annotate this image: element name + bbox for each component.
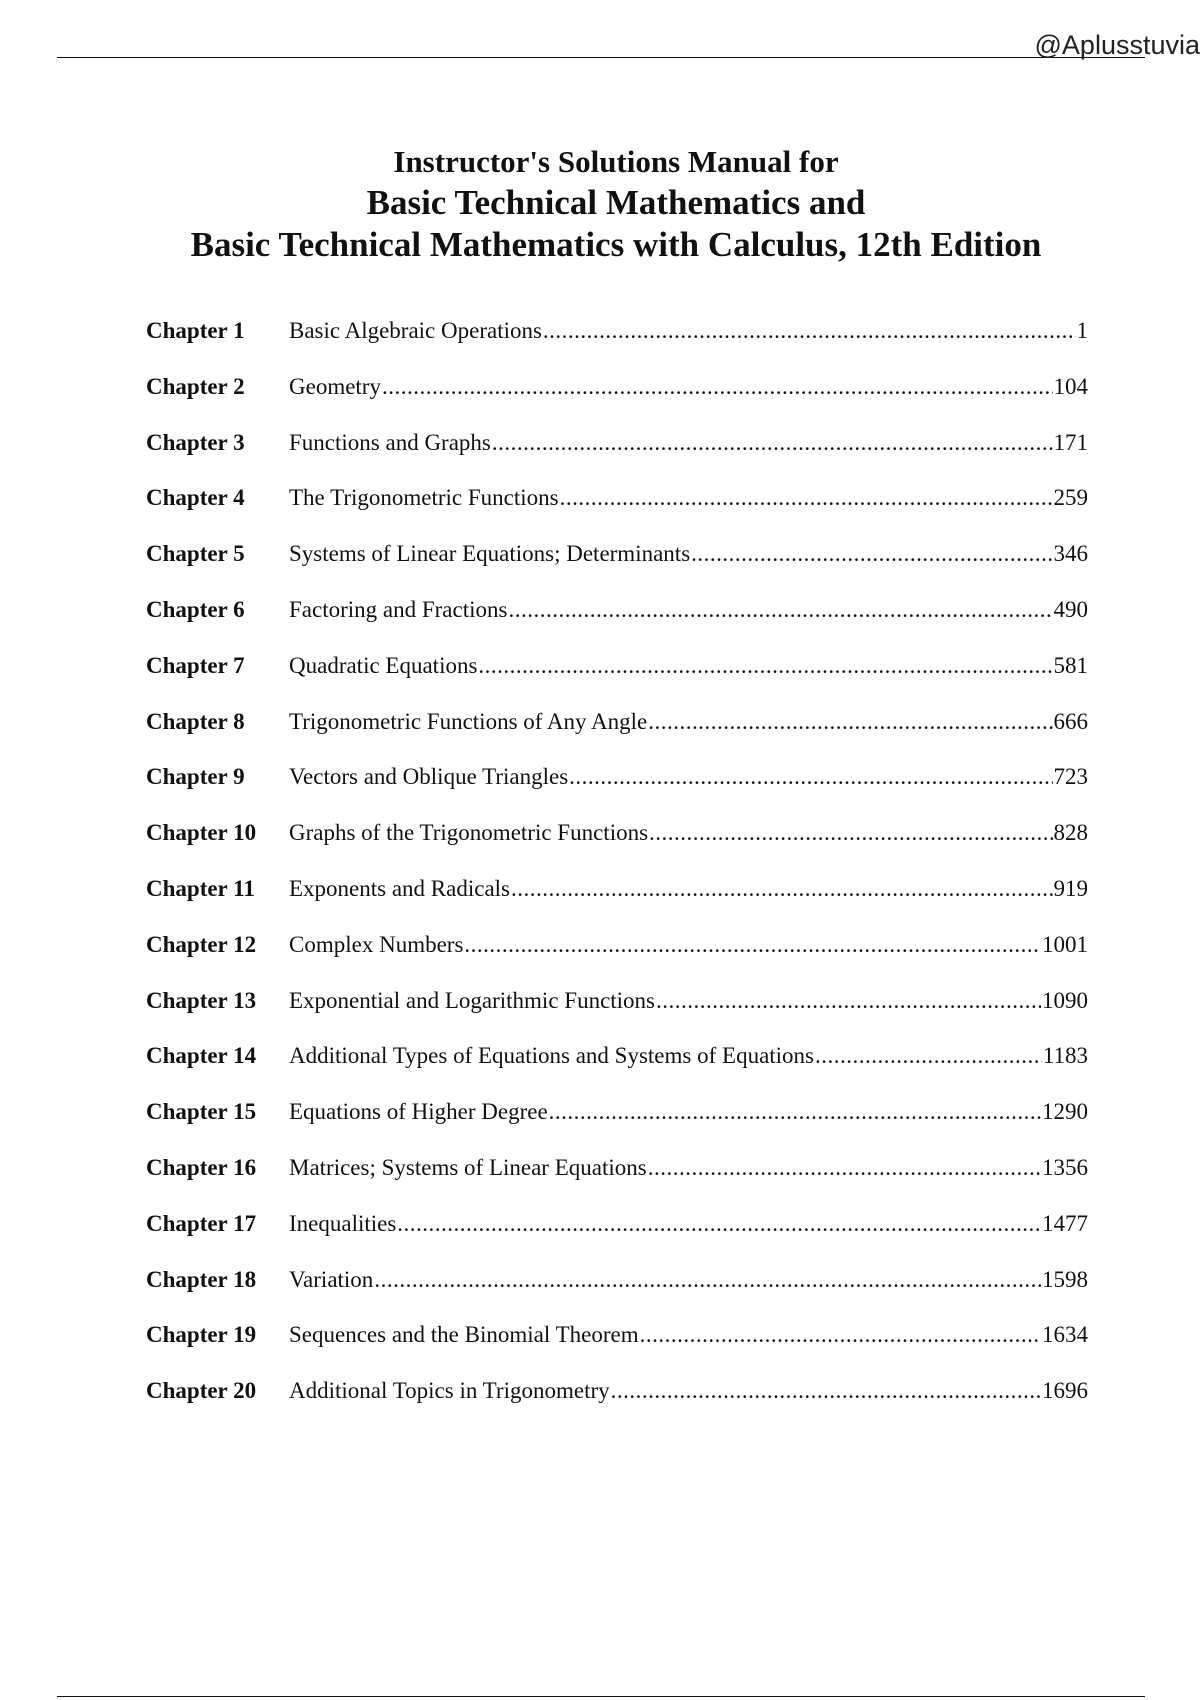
chapter-label: Chapter 7 (146, 652, 245, 678)
toc-entry[interactable] (146, 541, 1088, 597)
dot-leader (648, 1155, 1041, 1181)
page-number: 1290 (1042, 1099, 1088, 1125)
toc-entry[interactable] (146, 318, 1088, 374)
dot-leader (649, 820, 1052, 846)
toc-entry[interactable] (146, 988, 1088, 1044)
dot-leader (640, 1322, 1041, 1348)
dot-leader (382, 374, 1053, 400)
chapter-title: Trigonometric Functions of Any Angle (289, 708, 648, 734)
chapter-label: Chapter 5 (146, 541, 245, 567)
chapter-label: Chapter 1 (146, 318, 245, 343)
chapter-label: Chapter 14 (146, 1043, 257, 1069)
page-number: 666 (1053, 708, 1088, 734)
page-number: 1 (1076, 318, 1088, 343)
dot-leader (374, 1267, 1041, 1293)
toc-entry[interactable] (146, 374, 1088, 430)
chapter-title: Matrices; Systems of Linear Equations (289, 1154, 647, 1180)
chapter-title: The Trigonometric Functions (289, 485, 559, 511)
chapter-title: Factoring and Fractions (289, 596, 508, 622)
dot-leader (508, 597, 1052, 623)
dot-leader (549, 1099, 1041, 1125)
dot-leader (560, 485, 1053, 511)
page-number: 104 (1053, 373, 1088, 399)
page-number: 581 (1053, 652, 1088, 678)
chapter-label: Chapter 18 (146, 1266, 257, 1292)
title-line-2: Basic Technical Mathematics and (366, 183, 866, 222)
dot-leader (511, 876, 1052, 902)
chapter-label: Chapter 6 (146, 596, 245, 622)
chapter-label: Chapter 3 (146, 429, 245, 455)
chapter-title: Vectors and Oblique Triangles (289, 764, 569, 790)
title-line-1: Instructor's Solutions Manual for (393, 144, 839, 179)
chapter-title: Additional Types of Equations and Systems of Equations (289, 1043, 815, 1069)
dot-leader (648, 709, 1052, 735)
chapter-label: Chapter 12 (146, 931, 257, 957)
toc-entry[interactable] (146, 932, 1088, 988)
page-number: 1183 (1042, 1043, 1088, 1069)
chapter-title: Quadratic Equations (289, 652, 478, 678)
toc-entry[interactable] (146, 430, 1088, 486)
chapter-label: Chapter 19 (146, 1322, 257, 1348)
chapter-title: Geometry (289, 373, 381, 399)
page-number: 259 (1053, 485, 1088, 511)
chapter-title: Variation (289, 1266, 374, 1292)
dot-leader (464, 932, 1041, 958)
toc-entry[interactable] (146, 1322, 1088, 1378)
page-number: 1001 (1042, 931, 1088, 957)
dot-leader (656, 988, 1041, 1014)
toc-entry[interactable] (146, 653, 1088, 709)
chapter-title: Graphs of the Trigonometric Functions (289, 820, 649, 846)
chapter-label: Chapter 2 (146, 373, 245, 399)
toc-entry[interactable] (146, 1378, 1088, 1434)
dot-leader (691, 541, 1052, 567)
chapter-title: Functions and Graphs (289, 429, 491, 455)
watermark: @Aplusstuvia (1034, 30, 1200, 60)
page-number: 346 (1053, 541, 1088, 567)
chapter-title: Additional Topics in Trigonometry (289, 1378, 610, 1404)
page-number: 1356 (1042, 1154, 1088, 1180)
dot-leader (397, 1211, 1041, 1237)
dot-leader (569, 764, 1052, 790)
toc-entry[interactable] (146, 1211, 1088, 1267)
page-number: 1477 (1042, 1210, 1088, 1236)
page-number: 171 (1053, 429, 1088, 455)
dot-leader (611, 1378, 1041, 1404)
toc-entry[interactable] (146, 1043, 1088, 1099)
chapter-title: Basic Algebraic Operations (289, 318, 542, 343)
table-of-contents (146, 318, 1088, 1434)
page-number: 490 (1053, 596, 1088, 622)
chapter-label: Chapter 11 (146, 875, 255, 901)
chapter-title: Sequences and the Binomial Theorem (289, 1322, 639, 1348)
chapter-label: Chapter 16 (146, 1154, 257, 1180)
toc-entry[interactable] (146, 1155, 1088, 1211)
page-number: 828 (1053, 820, 1088, 846)
page-number: 1090 (1042, 987, 1088, 1013)
toc-entry[interactable] (146, 597, 1088, 653)
page-number: 1598 (1042, 1266, 1088, 1292)
chapter-title: Exponents and Radicals (289, 875, 511, 901)
toc-entry[interactable] (146, 764, 1088, 820)
chapter-title: Equations of Higher Degree (289, 1099, 548, 1125)
page-number: 1696 (1042, 1378, 1088, 1404)
chapter-title: Inequalities (289, 1210, 397, 1236)
chapter-label: Chapter 8 (146, 708, 245, 734)
page-number: 723 (1053, 764, 1088, 790)
dot-leader (543, 318, 1076, 344)
toc-entry[interactable] (146, 1267, 1088, 1323)
dot-leader (815, 1043, 1042, 1069)
page-number: 1634 (1042, 1322, 1088, 1348)
chapter-label: Chapter 9 (146, 764, 245, 790)
chapter-title: Systems of Linear Equations; Determinants (289, 541, 691, 567)
document-title (0, 142, 1200, 266)
chapter-label: Chapter 15 (146, 1099, 257, 1125)
toc-entry[interactable] (146, 876, 1088, 932)
toc-entry[interactable] (146, 820, 1088, 876)
toc-entry[interactable] (146, 709, 1088, 765)
chapter-label: Chapter 17 (146, 1210, 257, 1236)
chapter-label: Chapter 4 (146, 485, 245, 511)
dot-leader (478, 653, 1052, 679)
chapter-label: Chapter 13 (146, 987, 257, 1013)
chapter-label: Chapter 10 (146, 820, 257, 846)
dot-leader (492, 430, 1053, 456)
toc-entry[interactable] (146, 1099, 1088, 1155)
chapter-title: Exponential and Logarithmic Functions (289, 987, 656, 1013)
chapter-title: Complex Numbers (289, 931, 464, 957)
toc-entry[interactable] (146, 485, 1088, 541)
page-number: 919 (1053, 875, 1088, 901)
title-line-3: Basic Technical Mathematics with Calculus, 12th Edition (190, 225, 1042, 264)
chapter-label: Chapter 20 (146, 1378, 257, 1404)
footer-rule (57, 1696, 1145, 1697)
header-rule (57, 57, 1145, 58)
